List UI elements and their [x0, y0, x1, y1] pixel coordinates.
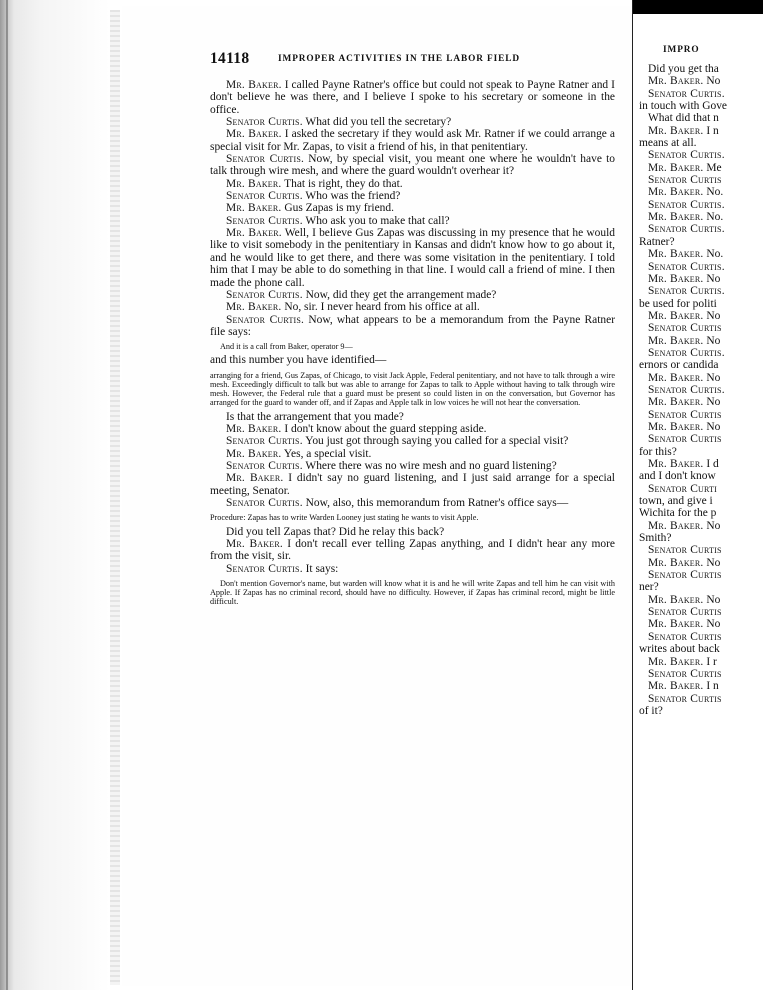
- cut-off-line: [639, 606, 763, 618]
- speaker-name: Mr. Baker.: [648, 186, 704, 199]
- speaker-name: Mr. Baker.: [226, 422, 282, 435]
- speech-text: Now, by special visit, you meant one where he wouldn't have to talk through wire mesh, and where the guard wouldn't overhear it?: [210, 153, 615, 178]
- page-number: 14118: [210, 50, 250, 67]
- cut-off-line: [639, 199, 763, 211]
- cut-off-line: Mr. Baker. No: [648, 618, 721, 631]
- testimony-paragraph: [210, 301, 615, 313]
- cut-off-line: Wichita for the p: [639, 507, 717, 520]
- speaker-name: Senator Curtis.: [648, 346, 725, 359]
- cut-off-line: Mr. Baker. No: [648, 519, 721, 532]
- testimony-paragraph: [210, 128, 615, 153]
- cut-off-line: Mr. Baker. No.: [648, 248, 724, 261]
- cut-off-line: [639, 569, 763, 581]
- speaker-name: Mr. Baker.: [648, 161, 704, 174]
- cut-off-line: Mr. Baker. No.: [648, 186, 724, 199]
- speaker-name: Mr. Baker.: [648, 420, 704, 433]
- speaker-name: Senator Curtis.: [226, 214, 303, 227]
- speaker-name: Senator Curtis: [648, 174, 722, 187]
- speech-text: Who was the friend?: [302, 190, 401, 203]
- cut-off-line: [639, 384, 763, 396]
- cut-off-line: [639, 285, 763, 297]
- quoted-memorandum: Procedure: Zapas has to write Warden Looney just stating he wants to visit Apple.: [210, 513, 479, 523]
- speech-text: Where there was no wire mesh and no guard listening?: [302, 459, 557, 472]
- cut-off-line: [639, 544, 763, 556]
- speech-text: Yes, a special visit.: [281, 447, 372, 460]
- right-text-column: [639, 63, 763, 717]
- speaker-name: Mr. Baker.: [648, 371, 704, 384]
- speaker-name: Senator Curtis.: [648, 260, 725, 273]
- cut-off-line: [639, 668, 763, 680]
- speaker-name: Senator Curtis.: [648, 198, 725, 211]
- testimony-paragraph: [210, 116, 615, 128]
- speaker-name: Senator Curtis.: [648, 223, 725, 236]
- speech-text: I don't recall ever telling Zapas anything, and I didn't hear any more from the visit, sir.: [210, 537, 615, 563]
- cut-off-line: of it?: [639, 704, 663, 717]
- speech-text: Now, what appears to be a memorandum from the Payne Ratner file says:: [210, 313, 615, 338]
- speaker-name: Mr. Baker.: [226, 301, 282, 314]
- speech-text: I asked the secretary if they would ask Mr. Ratner if we could arrange a special visit for Mr. Zapas, to visit a friend of his, in that penitentiary.: [210, 128, 615, 153]
- speaker-name: Senator Curtis.: [648, 149, 725, 162]
- speaker-name: Mr. Baker.: [648, 556, 704, 569]
- testimony-paragraph: [210, 497, 615, 509]
- cut-off-line: writes about back: [639, 643, 720, 656]
- cut-off-line: Mr. Baker. No: [648, 593, 721, 606]
- cut-off-line: [639, 409, 763, 421]
- speaker-name: Senator Curtis.: [226, 288, 303, 301]
- speaker-name: Senator Curtis.: [226, 190, 303, 203]
- right-page: [632, 0, 763, 990]
- speaker-name: Mr. Baker.: [648, 458, 704, 470]
- speech-text: What did you tell the secretary?: [302, 116, 452, 129]
- speaker-name: Mr. Baker.: [226, 537, 283, 550]
- quoted-memorandum: And it is a call from Baker, operator 9—: [220, 342, 353, 352]
- speaker-name: Senator Curtis.: [226, 435, 303, 448]
- speaker-name: Mr. Baker.: [648, 655, 704, 668]
- speaker-name: Senator Curtis: [648, 630, 722, 643]
- cut-off-line: Mr. Baker. I r: [648, 655, 717, 668]
- cut-off-line: [639, 261, 763, 273]
- speaker-name: Senator Curti: [648, 482, 718, 495]
- speaker-name: Mr. Baker.: [648, 519, 704, 532]
- speaker-name: Senator Curtis: [648, 667, 722, 680]
- quoted-memorandum: arranging for a friend, Gus Zapas, of Chicago, to visit Jack Apple, Federal penitentiary, and not have to talk through a wire mesh. Exceedingly difficult to talk but was able to arrange for Zapas to talk to Apple without having to talk through wire mesh. However, the Federal rule that a guard must be present so could listen in on the conversation, but Governor has arranged for the guard to wander off, and if Zapas and Apple talk in low voices he will not hear the conversation.: [210, 370, 615, 408]
- cut-off-line: Mr. Baker. No: [648, 556, 721, 569]
- cut-off-line: Mr. Baker. No: [648, 396, 721, 409]
- speaker-name: Senator Curtis.: [226, 459, 303, 472]
- speaker-name: Mr. Baker.: [648, 309, 704, 322]
- cut-off-line: Smith?: [639, 532, 672, 545]
- cut-off-line: Mr. Baker. No: [648, 371, 721, 384]
- testimony-paragraph: [210, 538, 615, 563]
- speaker-name: Mr. Baker.: [226, 202, 282, 215]
- speech-text: I don't know about the guard stepping aside.: [281, 422, 487, 435]
- testimony-paragraph: [210, 472, 615, 497]
- speaker-name: Senator Curtis.: [226, 116, 303, 129]
- testimony-paragraph: [210, 314, 615, 339]
- speaker-name: Senator Curtis.: [226, 153, 305, 166]
- speaker-name: Mr. Baker.: [648, 680, 704, 693]
- speech-text: Did you tell Zapas that? Did he relay this back?: [226, 525, 445, 538]
- speaker-name: Mr. Baker.: [648, 396, 704, 409]
- speaker-name: Mr. Baker.: [648, 248, 704, 261]
- cut-off-line: [639, 223, 763, 235]
- speech-text: Is that the arrangement that you made?: [226, 410, 404, 423]
- speaker-name: Mr. Baker.: [648, 334, 704, 347]
- speech-text: No, sir. I never heard from his office at all.: [281, 301, 480, 314]
- cut-off-line: in touch with Gove: [639, 100, 727, 113]
- testimony-paragraph: [210, 563, 615, 575]
- gutter-texture: [110, 10, 120, 985]
- testimony-paragraph: [210, 460, 615, 472]
- cut-off-line: ernors or candida: [639, 359, 719, 372]
- speaker-name: Senator Curtis.: [648, 383, 725, 396]
- speaker-name: Mr. Baker.: [226, 128, 282, 141]
- cut-off-line: Mr. Baker. No: [648, 272, 721, 285]
- left-page: [122, 6, 632, 986]
- testimony-paragraph: [210, 435, 615, 447]
- cut-off-line: [639, 149, 763, 161]
- speaker-name: Mr. Baker.: [648, 124, 704, 137]
- speaker-name: Mr. Baker.: [226, 447, 282, 460]
- cut-off-line: [639, 631, 763, 643]
- testimony-paragraph: [210, 153, 615, 178]
- cut-off-line: town, and give i: [639, 495, 713, 508]
- scan-edge: [633, 0, 763, 14]
- speaker-name: Senator Curtis.: [226, 496, 303, 509]
- speaker-name: Senator Curtis: [648, 569, 722, 582]
- cut-off-line: Mr. Baker. No: [648, 420, 721, 433]
- right-running-head: IMPRO: [663, 45, 700, 55]
- speaker-name: Mr. Baker.: [648, 272, 704, 285]
- speech-text: I didn't say no guard listening, and I just said arrange for a special meeting, Senator.: [210, 472, 615, 497]
- cut-off-line: [639, 693, 763, 705]
- speaker-name: Mr. Baker.: [226, 472, 284, 485]
- text-column: [210, 79, 615, 610]
- speaker-name: Senator Curtis.: [648, 285, 725, 298]
- speech-text: Well, I believe Gus Zapas was discussing in my presence that he would like to visit somebody in the penitentiary in Kansas and didn't know how to go about it, and he would like to get there, and there was some visitation in the penitentiary. I told him that I may be able to do something in that line. I would call a friend of mine. I then made the phone call.: [210, 227, 615, 289]
- cut-off-line: [639, 322, 763, 334]
- speaker-name: Senator Curtis: [648, 408, 722, 421]
- cut-off-line: Mr. Baker. No: [648, 334, 721, 347]
- testimony-paragraph: [210, 411, 615, 423]
- testimony-paragraph: [210, 79, 615, 116]
- cut-off-line: What did that n: [648, 112, 719, 125]
- bridge-text: and this number you have identified—: [210, 354, 387, 367]
- binding-edge: [6, 0, 8, 990]
- cut-off-line: ner?: [639, 581, 659, 594]
- testimony-paragraph: [210, 526, 615, 538]
- speech-text: It says:: [302, 562, 339, 575]
- testimony-paragraph: [210, 215, 615, 227]
- cut-off-line: Mr. Baker. No: [648, 309, 721, 322]
- cut-off-line: Mr. Baker. I d: [648, 458, 719, 470]
- cut-off-line: means at all.: [639, 137, 697, 150]
- speech-text: You just got through saying you called for a special visit?: [302, 435, 569, 448]
- cut-off-line: Did you get tha: [648, 63, 719, 75]
- speech-text: Who ask you to make that call?: [302, 214, 450, 227]
- cut-off-line: and I don't know: [639, 470, 716, 483]
- speaker-name: Senator Curtis: [648, 606, 722, 619]
- testimony-paragraph: [210, 423, 615, 435]
- cut-off-line: [639, 347, 763, 359]
- cut-off-line: Mr. Baker. No: [648, 75, 721, 88]
- cut-off-line: Ratner?: [639, 235, 675, 248]
- running-head: IMPROPER ACTIVITIES IN THE LABOR FIELD: [278, 54, 520, 64]
- speaker-name: Senator Curtis: [648, 433, 722, 446]
- cut-off-line: Mr. Baker. I n: [648, 680, 719, 693]
- cut-off-line: Mr. Baker. I n: [648, 124, 719, 137]
- page-header: [210, 50, 618, 68]
- speech-text: Now, did they get the arrangement made?: [302, 288, 497, 301]
- speaker-name: Senator Curtis: [648, 322, 722, 335]
- speaker-name: Mr. Baker.: [648, 211, 704, 224]
- speaker-name: Senator Curtis.: [648, 87, 725, 100]
- cut-off-line: Mr. Baker. Me: [648, 161, 722, 174]
- speaker-name: Senator Curtis: [648, 544, 722, 557]
- testimony-paragraph: [210, 178, 615, 190]
- cut-off-line: [639, 483, 763, 495]
- speaker-name: Mr. Baker.: [226, 79, 282, 91]
- speech-text: That is right, they do that.: [281, 177, 403, 190]
- book-gutter-shadow: [0, 0, 120, 990]
- cut-off-line: [639, 433, 763, 445]
- testimony-paragraph: [210, 190, 615, 202]
- speaker-name: Senator Curtis.: [226, 313, 305, 326]
- speech-text: Now, also, this memorandum from Ratner's office says—: [302, 496, 569, 509]
- cut-off-line: be used for politi: [639, 297, 717, 310]
- speaker-name: Mr. Baker.: [226, 227, 282, 240]
- quoted-memorandum: Don't mention Governor's name, but warden will know what it is and he will write Zapas and tell him he can visit with Apple. If Zapas has no criminal record, should have no difficulty. However, if Zapas has criminal record, might be little difficult.: [210, 578, 615, 607]
- cut-off-line: [639, 174, 763, 186]
- cut-off-line: Mr. Baker. No.: [648, 211, 724, 224]
- speaker-name: Mr. Baker.: [648, 593, 704, 606]
- speaker-name: Mr. Baker.: [648, 618, 704, 631]
- speaker-name: Mr. Baker.: [648, 75, 704, 88]
- speech-text: I called Payne Ratner's office but could not speak to Payne Ratner and I don't believe he was there, and I believe I spoke to his secretary or someone in the office.: [210, 79, 615, 116]
- speaker-name: Senator Curtis: [648, 692, 722, 705]
- speaker-name: Mr. Baker.: [226, 177, 282, 190]
- testimony-paragraph: [210, 289, 615, 301]
- speaker-name: Senator Curtis.: [226, 562, 303, 575]
- speech-text: Gus Zapas is my friend.: [281, 202, 394, 215]
- testimony-paragraph: [210, 227, 615, 289]
- cut-off-line: for this?: [639, 445, 677, 458]
- testimony-paragraph: [210, 448, 615, 460]
- cut-off-line: [639, 88, 763, 100]
- testimony-paragraph: [210, 202, 615, 214]
